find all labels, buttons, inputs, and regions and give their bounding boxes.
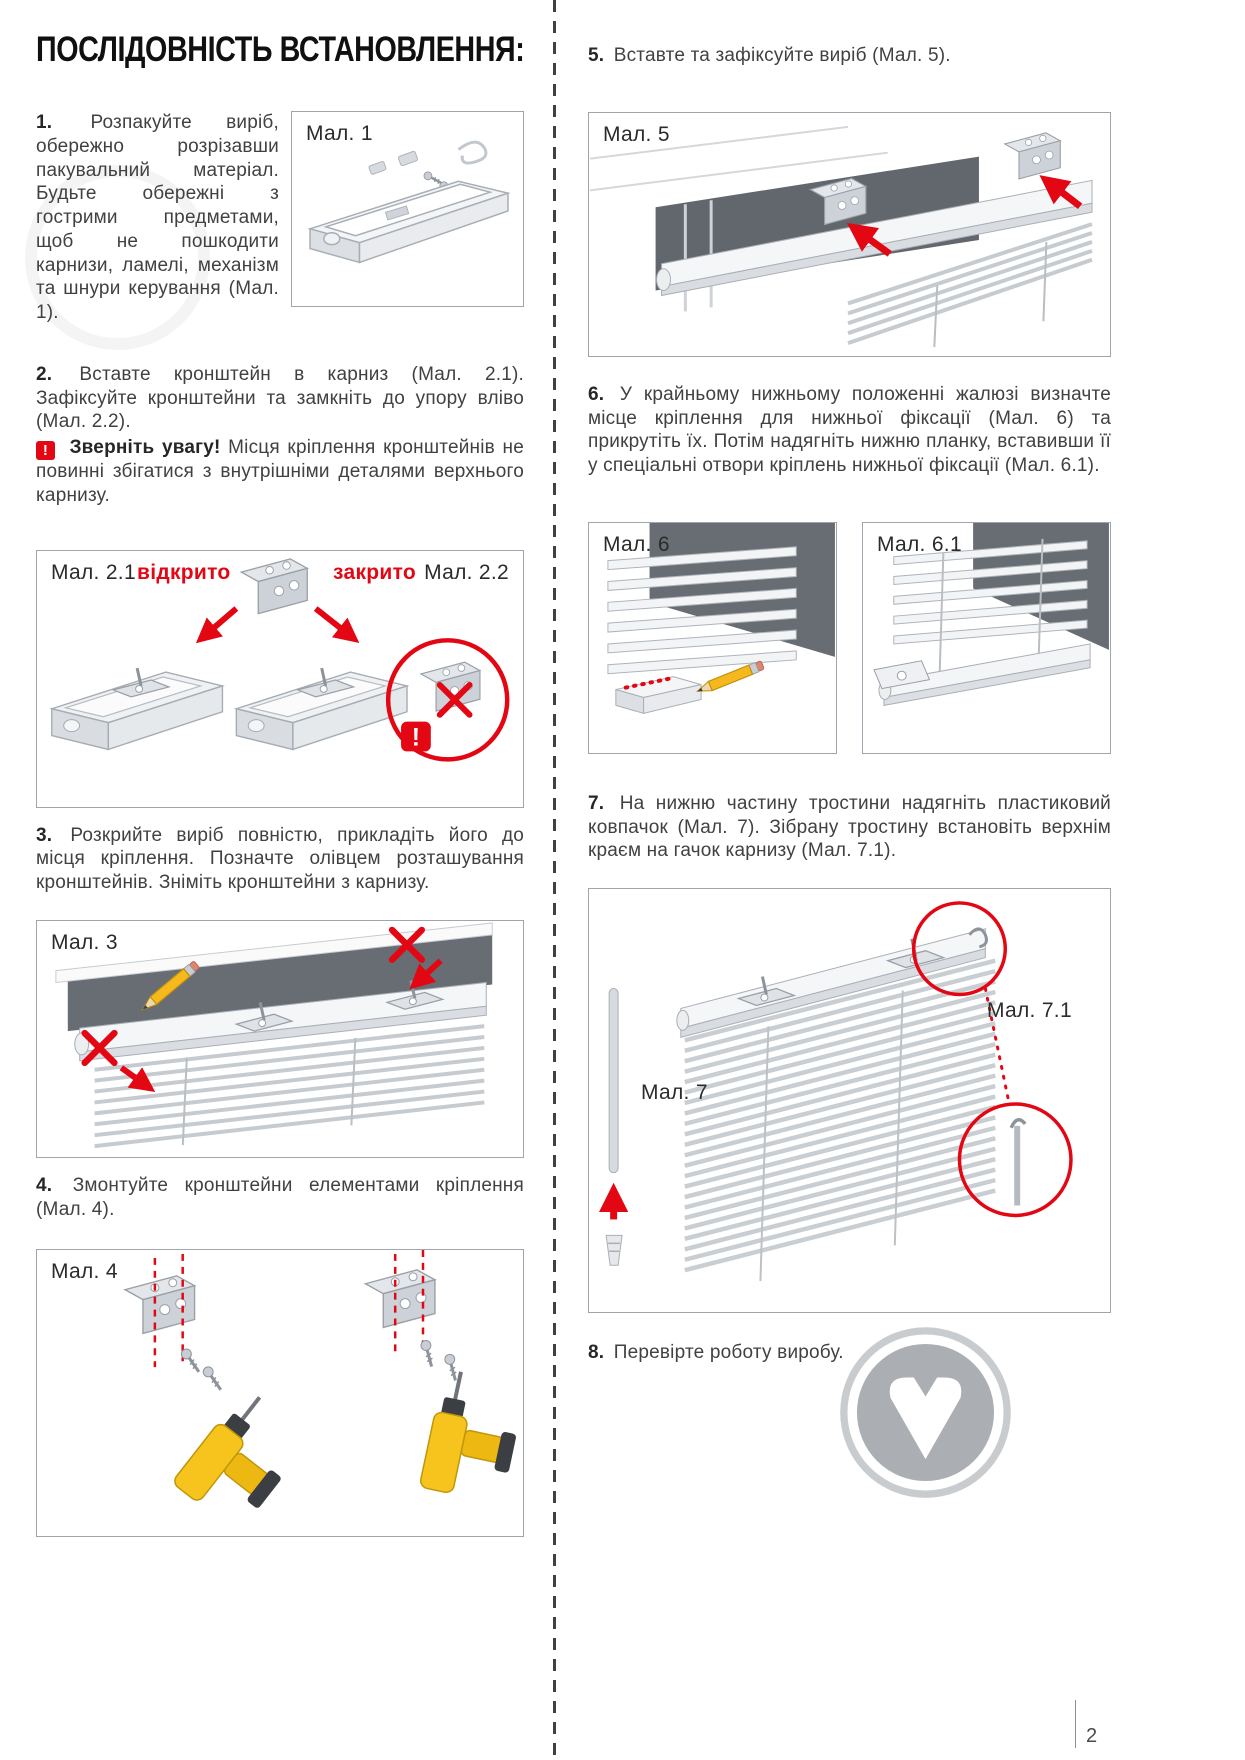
figure-5-label: Мал. 5 xyxy=(603,122,670,146)
step-2-number: 2. xyxy=(36,363,53,385)
fig6-illustration xyxy=(589,523,836,753)
warning-icon: ! xyxy=(36,441,55,460)
page-title: ПОСЛІДОВНІСТЬ ВСТАНОВЛЕННЯ: xyxy=(36,30,525,69)
figure-4 xyxy=(36,1249,524,1537)
figure-1 xyxy=(291,111,524,307)
figure-7-1-label: Мал. 7.1 xyxy=(987,999,1072,1022)
cord-icon xyxy=(458,142,486,163)
figure-2 xyxy=(36,550,524,808)
bracket-icon xyxy=(125,1276,195,1334)
bracket-icon xyxy=(1005,133,1061,179)
step-1-text xyxy=(36,111,279,325)
fig2-illustration xyxy=(37,551,523,807)
bracket-icon xyxy=(241,559,307,614)
step-1-number: 1. xyxy=(36,112,53,134)
warning-body: Місця кріплення кронштейнів не повинні збігатися з внутрішніми деталями верхнього карнизу. xyxy=(36,437,524,506)
step-1-body: Розпакуйте виріб, обережно розрізавши пакувальний матеріал. Будьте обережні з гострими предметами, щоб не пошкодити карнизи, ламелі, механізм та шнури керування (Мал. 1). xyxy=(36,112,279,324)
screw-icon xyxy=(420,1340,437,1368)
figure-6-1 xyxy=(862,522,1111,754)
step-8-number: 8. xyxy=(588,1342,605,1363)
red-arrow-left xyxy=(202,608,237,638)
fig4-illustration xyxy=(37,1250,523,1536)
packed-cornice xyxy=(310,181,508,262)
wand-rod xyxy=(606,989,622,1266)
step-6-text xyxy=(588,383,1111,478)
step-3-body: Розкрийте виріб повністю, прикладіть його до місця кріплення. Позначте олівцем розташування кронштейнів. Зніміть кронштейни з карнизу. xyxy=(36,824,524,894)
step-5-number: 5. xyxy=(588,45,605,66)
step-7-text xyxy=(588,792,1111,863)
figure-2-closed-label: закрито xyxy=(333,560,417,584)
step-3-number: 3. xyxy=(36,824,53,846)
drill-icon xyxy=(419,1369,523,1505)
step-7-number: 7. xyxy=(588,792,605,814)
warning-mark: ! xyxy=(411,724,421,752)
figure-6-row xyxy=(588,522,1111,754)
wand-on-hook-detail xyxy=(1011,1120,1025,1206)
warning-label: Зверніть увагу! xyxy=(69,437,221,459)
figure-6-1-label: Мал. 6.1 xyxy=(877,532,962,556)
step-2-warning xyxy=(36,436,524,508)
column-divider xyxy=(553,0,556,1760)
step-4-text xyxy=(36,1174,524,1222)
step-3-text xyxy=(36,824,524,895)
step-1-block xyxy=(36,111,524,325)
figure-7-label: Мал. 7 xyxy=(641,1081,708,1104)
cord xyxy=(1043,242,1046,321)
right-column xyxy=(588,0,1111,1365)
figure-3 xyxy=(36,920,524,1158)
fig6-1-illustration xyxy=(863,523,1110,753)
step-2-body: Вставте кронштейн в карниз (Мал. 2.1). Зафіксуйте кронштейни та замкніть до упору вліво (Мал. 2.2). xyxy=(36,363,524,433)
figure-3-label: Мал. 3 xyxy=(51,930,118,954)
step-2-text xyxy=(36,363,524,434)
figure-5 xyxy=(588,112,1111,357)
figure-2-2-label: Мал. 2.2 xyxy=(424,560,509,584)
step-5-text xyxy=(588,44,1111,68)
fig3-illustration xyxy=(37,921,523,1157)
page-number-value: 2 xyxy=(1086,1725,1098,1747)
plastic-cap xyxy=(606,1235,622,1265)
figure-2-1-label: Мал. 2.1 xyxy=(51,560,136,584)
watermark-logo xyxy=(838,1325,1013,1500)
figure-7 xyxy=(588,888,1111,1313)
figure-6 xyxy=(588,522,837,754)
page-number xyxy=(1075,1700,1097,1748)
figure-1-label: Мал. 1 xyxy=(306,122,373,146)
step-4-number: 4. xyxy=(36,1174,53,1196)
step-8-body: Перевірте роботу виробу. xyxy=(613,1342,844,1363)
left-column xyxy=(36,0,524,1537)
figure-4-label: Мал. 4 xyxy=(51,1260,118,1284)
step-6-number: 6. xyxy=(588,383,605,405)
figure-6-label: Мал. 6 xyxy=(603,532,670,556)
step-6-body: У крайньому нижньому положенні жалюзі визначте місце кріплення для нижньої фіксації (Мал. 6) та прикрутіть їх. Потім надягніть нижню планку, вставивши її у спеціальні отвори кріплень нижньої фіксації (Мал. 6.1). xyxy=(588,383,1111,476)
step-7-body: На нижню частину тростини надягніть пластиковий ковпачок (Мал. 7). Зібрану тростину встановіть верхнім краєм на гачок карнизу (Мал. 7.1). xyxy=(588,792,1111,862)
fig5-illustration xyxy=(589,113,1110,356)
step-4-body: Змонтуйте кронштейни елементами кріплення (Мал. 4). xyxy=(36,1174,524,1220)
figure-2-open-label: відкрито xyxy=(137,560,231,584)
bracket-icon xyxy=(365,1270,435,1328)
red-arrow-right xyxy=(316,608,354,638)
drill-icon xyxy=(172,1387,313,1534)
screw-icon xyxy=(201,1365,225,1393)
step-5-body: Вставте та зафіксуйте виріб (Мал. 5). xyxy=(613,45,951,66)
